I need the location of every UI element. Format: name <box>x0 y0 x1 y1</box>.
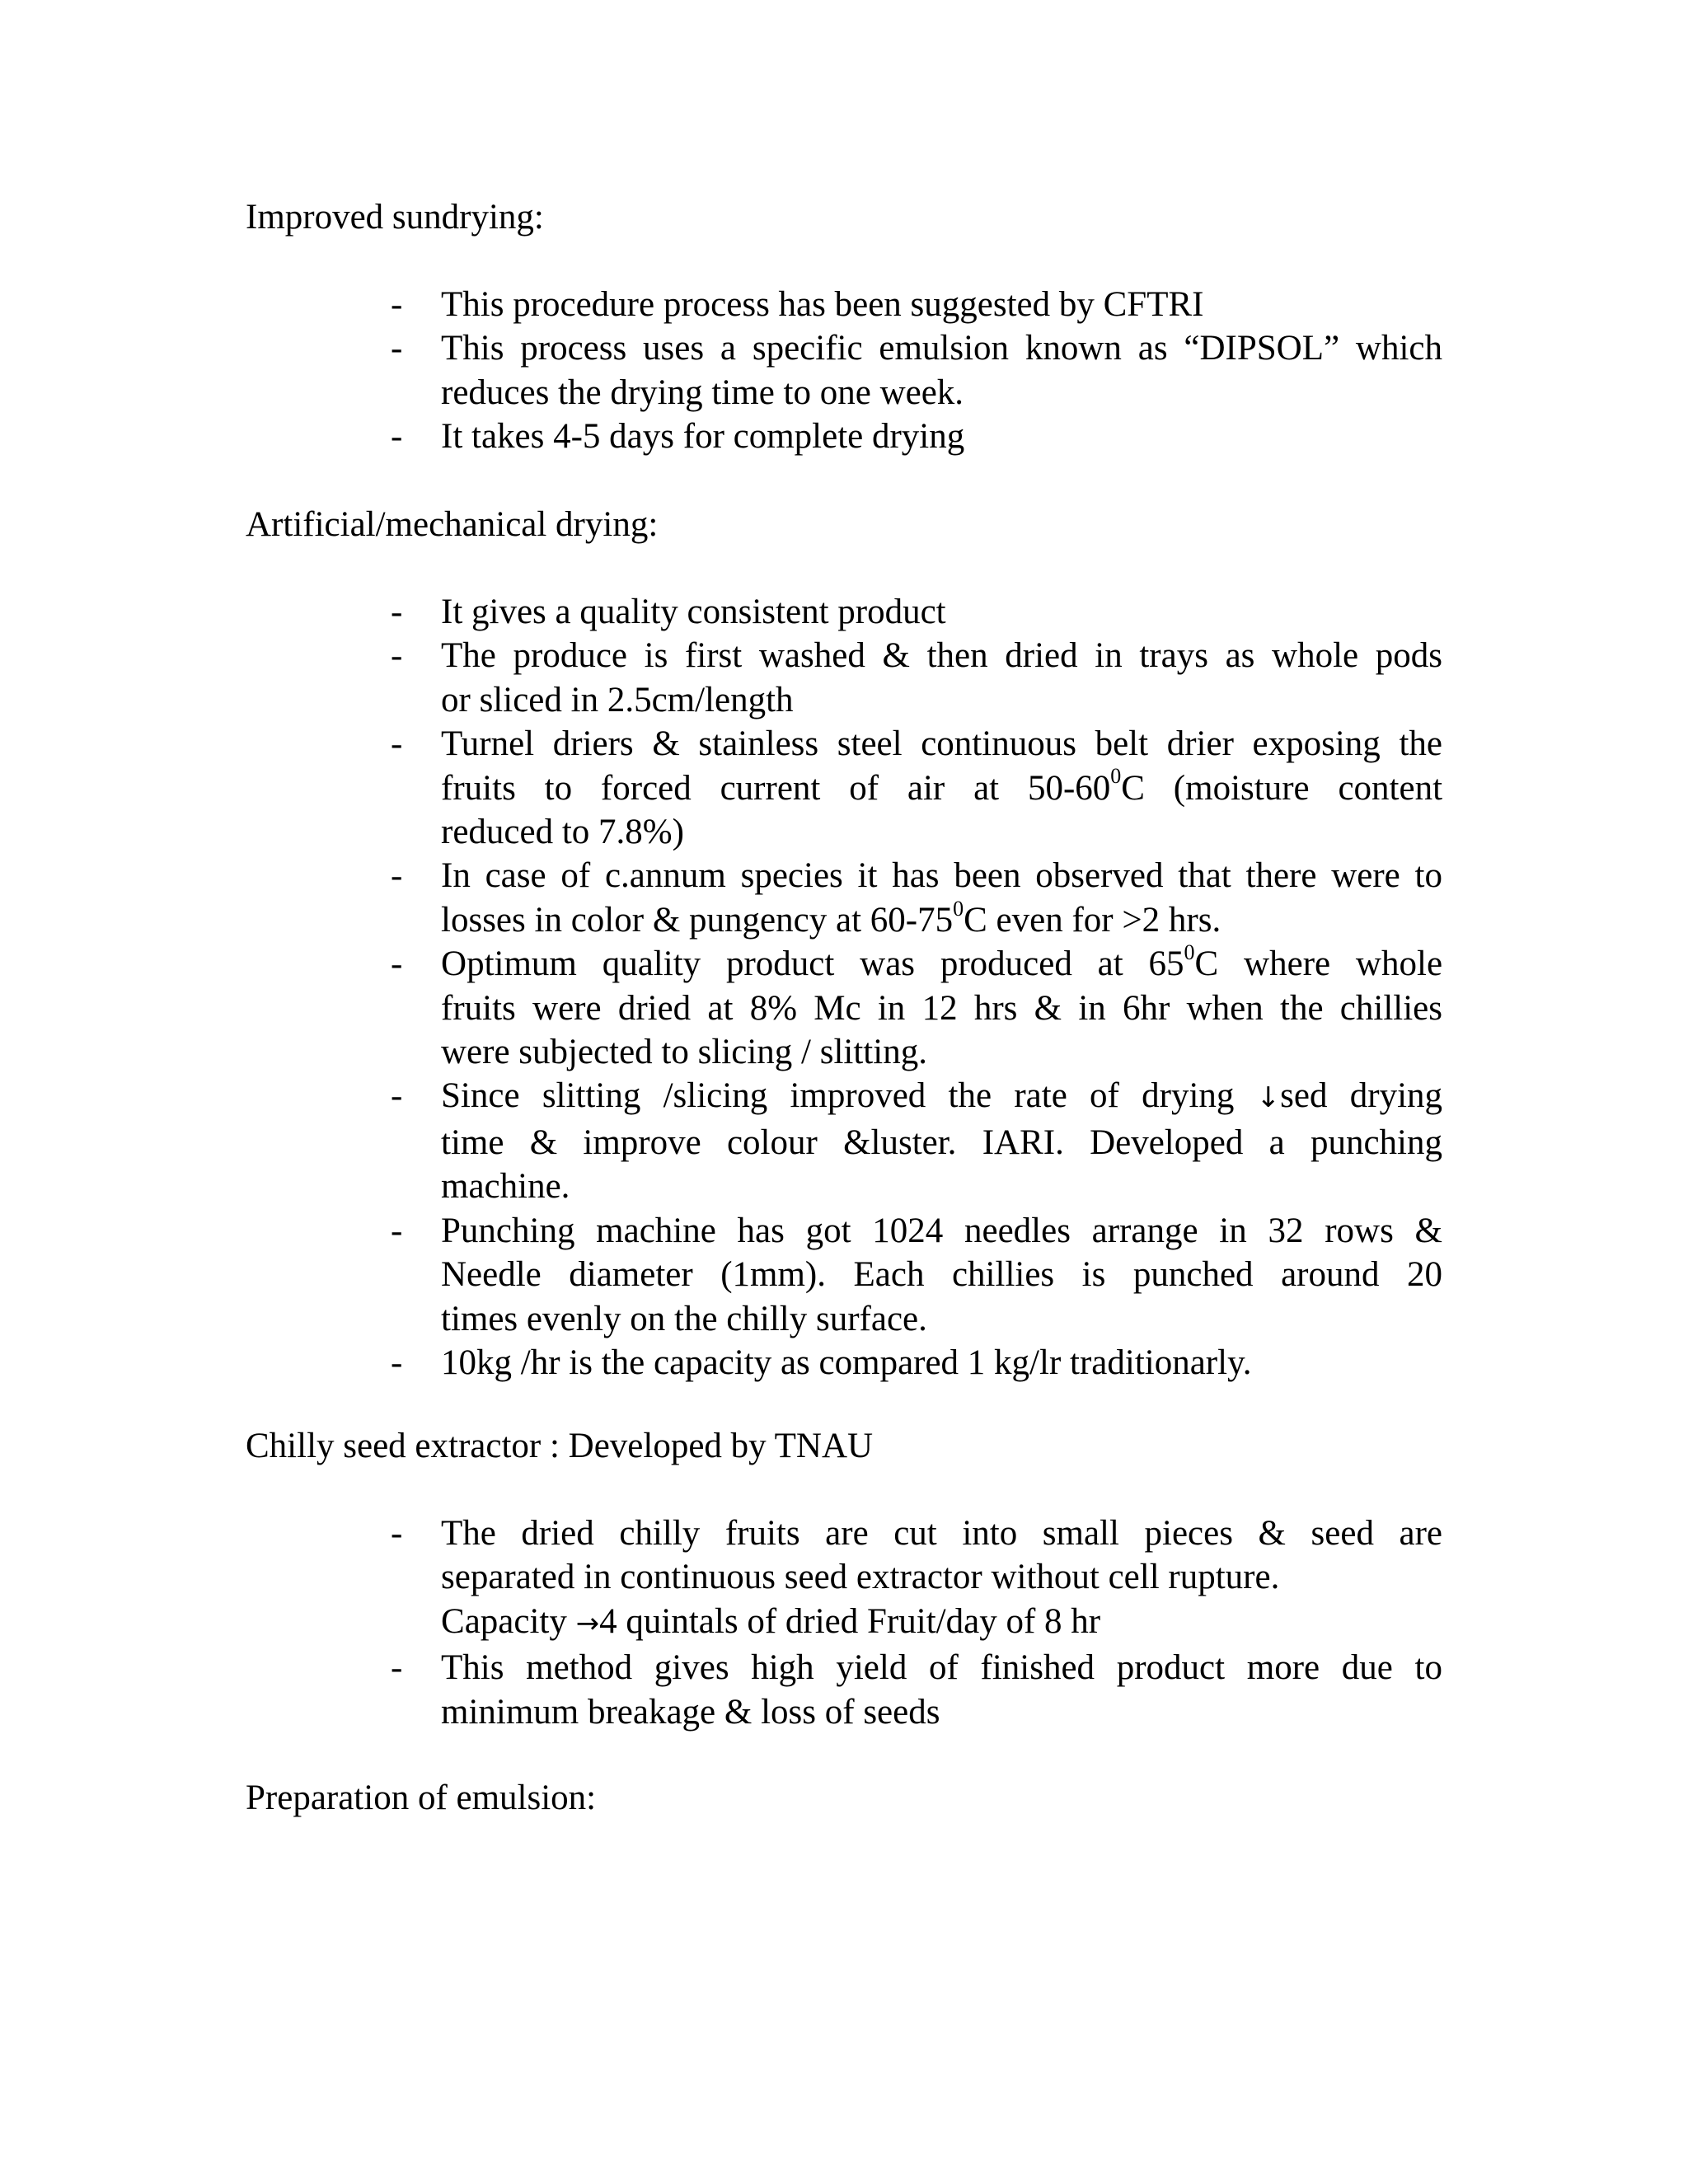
list-item-line: were subjected to slicing / slitting. <box>441 1033 927 1072</box>
list-item <box>379 634 1442 722</box>
dash-bullet-icon: - <box>391 329 403 368</box>
list-item-line: This process uses a specific emulsion known as “DIPSOL” which <box>441 329 1442 368</box>
list-item-line: Punching machine has got 1024 needles arrange in 32 rows & <box>441 1211 1442 1250</box>
list-item-line: separated in continuous seed extractor without cell rupture. <box>441 1558 1280 1597</box>
dash-bullet-icon: - <box>391 636 403 676</box>
dash-bullet-icon: - <box>391 724 403 764</box>
list-item-line: Needle diameter (1mm). Each chillies is punched around 20 <box>441 1255 1442 1295</box>
list-item-line: Optimum quality product was produced at $65^0C$ where whole <box>441 940 1443 984</box>
list-item <box>379 1074 1442 1208</box>
dash-bullet-icon: - <box>391 1076 403 1116</box>
list-item-line: fruits were dried at 8% Mc in 12 hrs & in 6hr when the chillies <box>441 988 1442 1028</box>
list-item <box>379 1341 1442 1385</box>
list-item <box>379 942 1442 1074</box>
section-heading-artificial-mechanical-drying: Artificial/mechanical drying: <box>246 505 659 544</box>
list-item <box>379 1646 1442 1734</box>
list-item-line: This procedure process has been suggested by CFTRI <box>441 285 1204 324</box>
list-item <box>379 1209 1442 1341</box>
bullet-list-improved-sundrying <box>379 283 1442 459</box>
dash-bullet-icon: - <box>391 944 403 984</box>
list-item-line: times evenly on the chilly surface. <box>441 1299 927 1338</box>
list-item-line: This method gives high yield of finished product more due to <box>441 1648 1442 1688</box>
list-item-line: losses in color & pungency at $60-75^0C$ even for >2 hrs. <box>441 896 1221 940</box>
list-item-line: 10kg /hr is the capacity as compared 1 kg/lr traditionarly. <box>441 1343 1252 1382</box>
section-heading-preparation-of-emulsion: Preparation of emulsion: <box>246 1779 597 1817</box>
list-item-line: Turnel driers & stainless steel continuous belt drier exposing the <box>441 724 1442 764</box>
list-item-line: It gives a quality consistent product <box>441 593 946 631</box>
list-item-line: fruits to forced current of air at $50-60^0C$ (moisture content <box>441 764 1443 808</box>
list-item <box>379 854 1442 942</box>
dash-bullet-icon: - <box>391 1514 403 1553</box>
dash-bullet-icon: - <box>391 593 403 631</box>
list-item-line: machine. <box>441 1167 570 1207</box>
dash-bullet-icon: - <box>391 856 403 896</box>
list-item <box>379 1511 1442 1646</box>
dash-bullet-icon: - <box>391 1648 403 1688</box>
dash-bullet-icon: - <box>391 285 403 324</box>
dash-bullet-icon: - <box>391 1343 403 1382</box>
list-item-line: The dried chilly fruits are cut into small pieces & seed are <box>441 1514 1442 1553</box>
list-item-line: minimum breakage & loss of seeds <box>441 1692 940 1732</box>
list-item <box>379 326 1442 415</box>
dash-bullet-icon: - <box>391 417 403 457</box>
list-item <box>379 283 1442 326</box>
list-item-line: reduces the drying time to one week. <box>441 373 964 412</box>
bullet-list-seed-extractor <box>379 1511 1442 1734</box>
list-item-line: In case of c.annum species it has been observed that there were to <box>441 856 1442 896</box>
section-heading-chilly-seed-extractor: Chilly seed extractor : Developed by TNAU <box>246 1427 874 1465</box>
list-item-line: The produce is first washed & then dried in trays as whole pods <box>441 636 1442 676</box>
list-item-line: Since slitting /slicing improved the rate of drying ↓sed drying <box>441 1076 1443 1116</box>
dash-bullet-icon: - <box>391 1211 403 1250</box>
list-item-line: Capacity →4 quintals of dried Fruit/day of 8 hr <box>441 1601 1101 1641</box>
list-item-line: reduced to 7.8%) <box>441 813 684 852</box>
bullet-list-artificial-drying <box>379 590 1442 1385</box>
list-item-line: It takes 4-5 days for complete drying <box>441 417 965 457</box>
list-item-line: time & improve colour &luster. IARI. Developed a punching <box>441 1122 1442 1162</box>
list-item-line: or sliced in 2.5cm/length <box>441 680 794 719</box>
section-heading-improved-sundrying: Improved sundrying: <box>246 198 544 237</box>
list-item <box>379 415 1442 458</box>
list-item <box>379 722 1442 854</box>
list-item <box>379 590 1442 634</box>
